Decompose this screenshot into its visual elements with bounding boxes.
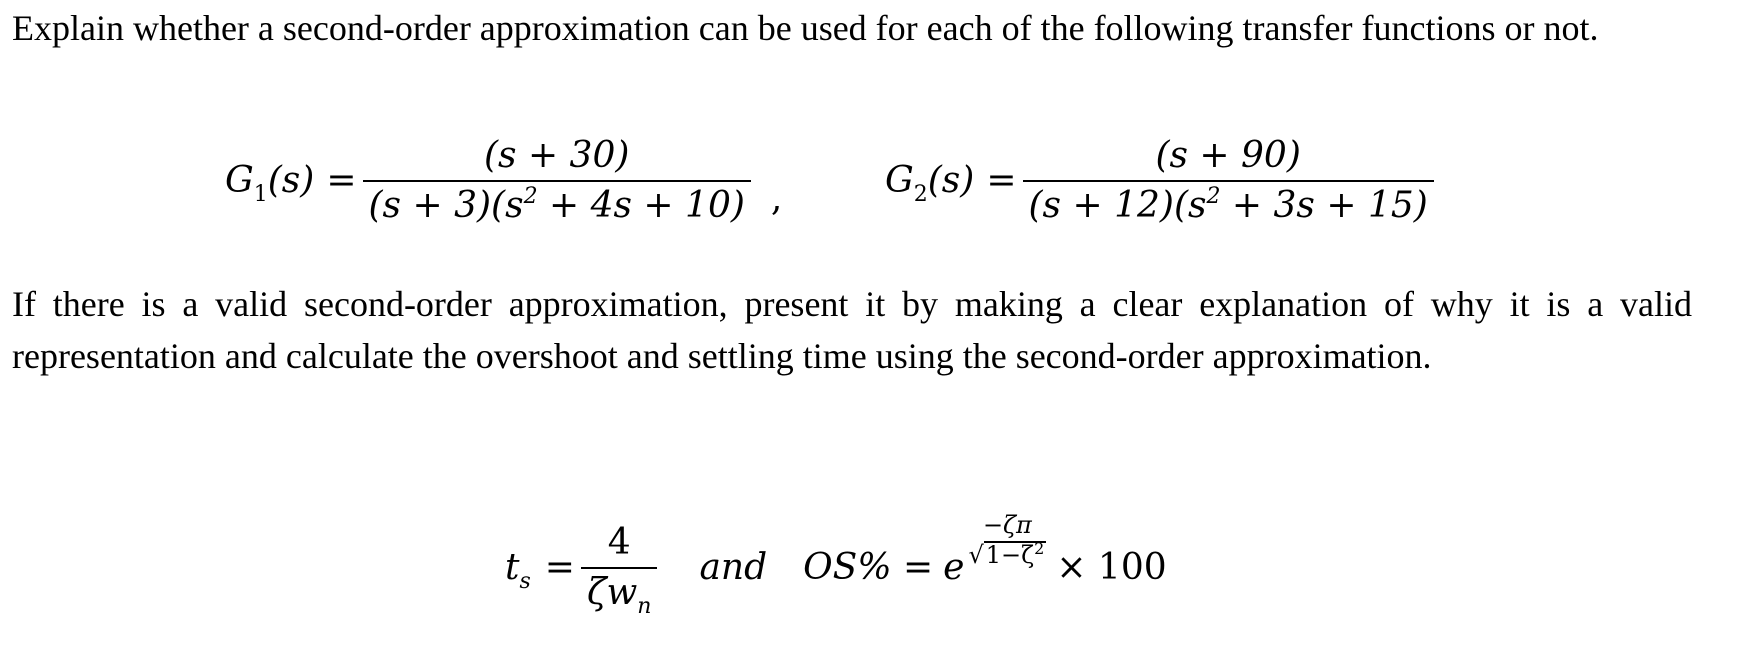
instruction-paragraph: If there is a valid second-order approximation, present it by making a clear explanation of why it is a valid representation and calculate the overshoot and settling time using the second-order approximation. (12, 284, 1692, 376)
g1-den-exponent: 2 (523, 184, 538, 209)
settling-time-symbol (505, 547, 531, 594)
g2-equals: = (986, 160, 1017, 201)
g2-symbol: G (885, 160, 914, 201)
exponent-denominator (968, 541, 1046, 567)
radicand-text: 1−ζ (985, 541, 1035, 569)
sqrt-radicand (984, 541, 1047, 567)
g1-den-part-a: (s + 3)(s (368, 185, 524, 226)
g2-numerator: (s + 90) (1155, 135, 1301, 176)
g2-den-exponent: 2 (1206, 184, 1221, 209)
radicand-exponent: 2 (1034, 539, 1045, 558)
equation-separator: , (770, 178, 783, 219)
g2-subscript: 2 (913, 182, 928, 207)
ts-numerator: 4 (607, 522, 631, 563)
ts-den-subscript: n (637, 594, 652, 619)
settling-time-fraction (581, 522, 658, 619)
and-connector: and (699, 547, 768, 588)
g2-denominator (1023, 180, 1434, 224)
g1-den-part-b: + 4s + 10) (537, 185, 745, 226)
ts-denominator (581, 567, 658, 619)
g2-den-part-b: + 3s + 15) (1220, 185, 1428, 226)
overshoot-label: OS% = (803, 547, 934, 588)
g2-fraction (1023, 135, 1434, 226)
ts-den-main: ζw (586, 572, 638, 613)
formula-row (505, 511, 1167, 619)
g1-fraction (363, 135, 751, 226)
g2-lhs (885, 160, 975, 207)
ts-equals: = (544, 547, 575, 588)
g1-subscript: 1 (253, 182, 268, 207)
g1-lhs (225, 160, 315, 207)
g1-symbol: G (225, 160, 254, 201)
question-paragraph: Explain whether a second-order approximation can be used for each of the following transfer functions or not. (12, 8, 1599, 48)
exponent-base: e (943, 547, 965, 588)
g2-argument: (s) (927, 160, 975, 201)
g1-numerator: (s + 30) (483, 135, 630, 176)
ts-subscript: s (519, 569, 531, 594)
ts-letter: t (505, 547, 520, 588)
g1-argument: (s) (267, 160, 315, 201)
exponent-numerator: −ζπ (982, 511, 1032, 539)
overshoot-multiplier: × 100 (1056, 547, 1167, 588)
transfer-function-g1 (225, 135, 783, 226)
g1-equals: = (326, 160, 357, 201)
overshoot-exponent (968, 513, 1046, 567)
sqrt-icon: √ (968, 541, 984, 569)
g2-den-part-a: (s + 12)(s (1028, 185, 1207, 226)
g1-denominator (363, 180, 751, 224)
transfer-function-g2 (885, 135, 1440, 226)
